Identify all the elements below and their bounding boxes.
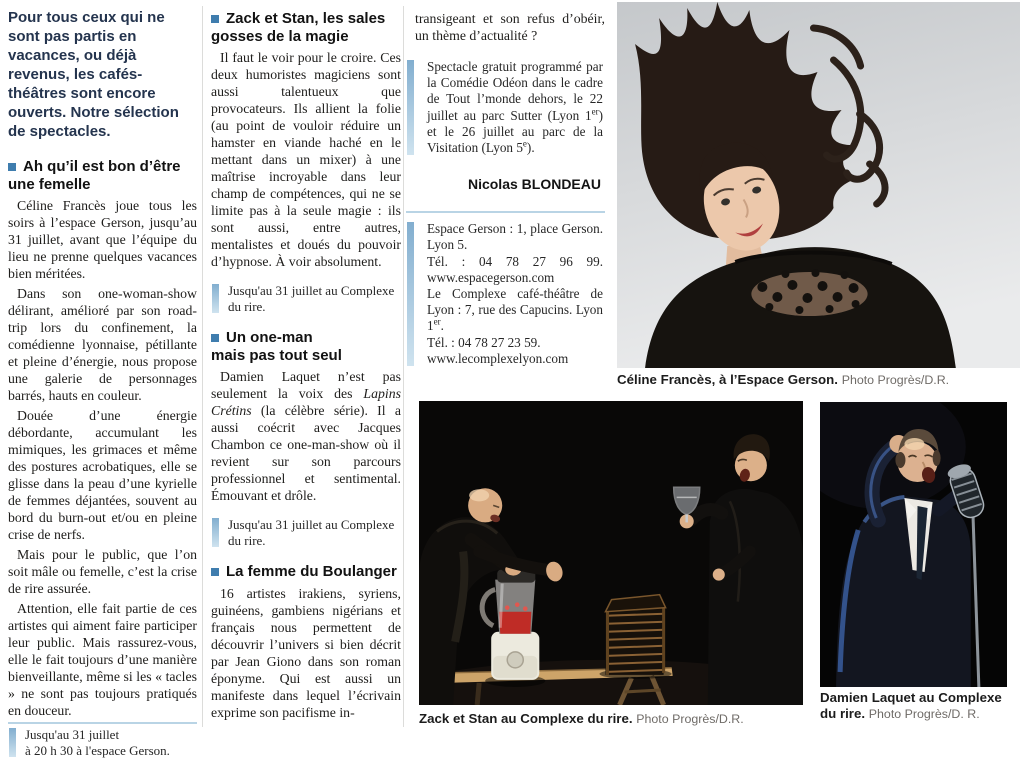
section-title-femelle bbox=[8, 158, 197, 193]
column-middle bbox=[211, 8, 401, 730]
section-bullet-icon bbox=[211, 568, 219, 576]
schedule-bar-icon bbox=[407, 222, 414, 366]
column-right bbox=[406, 6, 605, 398]
contact-line: Espace Gerson : 1, place Gerson. Lyon 5. bbox=[427, 221, 603, 253]
section-title-boulanger bbox=[211, 563, 401, 581]
photo-damien-illustration bbox=[820, 402, 1007, 687]
photo-zack-stan bbox=[419, 401, 803, 705]
section-title-line: Zack et Stan, les sales bbox=[226, 10, 386, 27]
schedule-text: à 20 h 30 à l'espace Gerson. bbox=[25, 742, 170, 758]
contact-line: www.lecomplexelyon.com bbox=[427, 350, 569, 366]
schedule-bar-icon bbox=[9, 728, 16, 757]
section-title-line: Ah qu’il est bon d’être bbox=[23, 158, 181, 175]
caption-text: Zack et Stan au Complexe du rire. bbox=[419, 711, 633, 726]
section-bullet-icon bbox=[211, 334, 219, 342]
section-title-line: une femelle bbox=[8, 175, 91, 193]
caption-damien bbox=[820, 690, 1016, 722]
article-paragraph: Damien Laquet n’est pas seulement la voix des Lapins Crétins (la célèbre série). Il a aussi coécrit avec Jacques Chambon ce one-man-show où il revient sur son parcours professionnel et sentimental. Émouvant et drôle. bbox=[211, 369, 401, 503]
photo-credit: Photo Progrès/D.R. bbox=[636, 712, 744, 726]
article-paragraph: Il faut le voir pour le croire. Ces deux humoristes magiciens sont aussi talentueux que provocateurs. Ils allient la folie (au point de vouloir réduire un hamster en viande haché en le mettant dans un mixer) à une maîtrise incroyable dans leur champ de compétences, qui ne se limite pas à la seule magie : ils sont aussi, entre autres, mentalistes et doués du pouvoir d’hypnose. À voir absolument. bbox=[211, 50, 401, 269]
byline: Nicolas BLONDEAU bbox=[467, 176, 601, 193]
article-paragraph: 16 artistes irakiens, syriens, guinéens, gambiens nigérians et français nous permettent de découvrir l’univers si bien décrit par Jean Giono dans son roman éponyme. Qui est aussi un manifeste dans lequel l’écrivain exprime son pacifisme in- bbox=[211, 585, 401, 720]
contact-line: Tél. : 04 78 27 23 59. bbox=[427, 334, 541, 350]
photo-celine-frances bbox=[617, 2, 1020, 368]
column-divider bbox=[202, 6, 203, 727]
schedule-bar-icon bbox=[212, 284, 219, 313]
section-bullet-icon bbox=[211, 15, 219, 23]
caption-zack bbox=[419, 711, 803, 727]
caption-celine bbox=[617, 372, 1020, 388]
schedule-note-zack bbox=[211, 280, 401, 317]
contact-line: Tél. : 04 78 27 96 99. www.espacegerson.com bbox=[427, 253, 603, 285]
superscript: er bbox=[433, 317, 441, 328]
photo-credit: Photo Progrès/D. R. bbox=[868, 707, 980, 721]
italic-title-text: Lapins Crétins bbox=[211, 386, 401, 418]
section-title-line: Un one-man bbox=[226, 329, 313, 346]
section-title-line: mais pas tout seul bbox=[211, 346, 342, 364]
section-title-line: La femme du Boulanger bbox=[226, 563, 397, 580]
section-bullet-icon bbox=[8, 163, 16, 171]
schedule-bar-icon bbox=[407, 60, 414, 155]
article-paragraph: Douée d’une énergie débordante, accumulant les mimiques, les grimaces et même des postures acrobatiques, elle se glisse dans la peau d’une kyrielle de femmes déjantées, souvent au bord du burn-out et/ou en pleine crise de nerfs. bbox=[8, 408, 197, 542]
schedule-text: Jusqu'au 31 juillet au Complexe du rire. bbox=[228, 517, 395, 548]
contact-info bbox=[406, 211, 605, 370]
column-left bbox=[8, 8, 197, 758]
schedule-text: Jusqu'au 31 juillet au Complexe du rire. bbox=[228, 283, 395, 314]
article-paragraph: Attention, elle fait partie de ces artistes qui aiment faire participer leur public. Mais rassurez-vous, elle le fait toujours d’une manière bienveillante, même si les « tacles » ne sont pas toujours pratiqués en douceur. bbox=[8, 601, 197, 718]
section-title-line: gosses de la magie bbox=[211, 27, 349, 45]
superscript: er bbox=[591, 106, 599, 117]
schedule-text: Jusqu'au 31 juillet bbox=[25, 727, 120, 742]
photo-celine-illustration bbox=[617, 2, 1020, 368]
article-paragraph: Dans son one-woman-show délirant, amélioré par son road-trip lors du confinement, la comédienne lyonnaise, pétillante et pleine d’énergie, nous propose une galerie de personnages barrés, hauts en couleur. bbox=[8, 286, 197, 403]
schedule-note-oneman bbox=[211, 514, 401, 551]
free-show-note: Spectacle gratuit programmé par la Comédie Odéon dans le cadre de Tout l’monde dehors, le 22 juillet au parc Sutter (Lyon 1er) et le 26 juillet au parc de la Visitation (Lyon 5e). bbox=[406, 56, 605, 159]
caption-text: Céline Francès, à l’Espace Gerson. bbox=[617, 372, 838, 387]
schedule-note-femelle bbox=[8, 722, 197, 761]
article-paragraph-continued: transigeant et son refus d’obéir, un thème d’actualité ? bbox=[415, 11, 605, 43]
intro-paragraph: Pour tous ceux qui ne sont pas partis en vacances, ou déjà revenus, les cafés-théâtres sont encore ouverts. Notre sélection de spectacles. bbox=[8, 9, 179, 140]
caption-text: Damien Laquet au Complexe du rire. bbox=[820, 690, 1002, 721]
photo-damien-laquet bbox=[820, 402, 1007, 687]
superscript: e bbox=[522, 138, 527, 149]
contact-line: Le Complexe café-théâtre de Lyon : 7, rue des Capucins. Lyon 1er. bbox=[427, 286, 603, 334]
section-title-zack bbox=[211, 10, 401, 45]
article-paragraph: Mais pour le public, que l’on soit mâle ou femelle, c’est la crise de rire assurée. bbox=[8, 547, 197, 596]
schedule-bar-icon bbox=[212, 518, 219, 547]
photo-zack-illustration bbox=[419, 401, 803, 705]
column-divider bbox=[403, 6, 404, 727]
section-title-oneman bbox=[211, 329, 401, 364]
photo-credit: Photo Progrès/D.R. bbox=[841, 373, 950, 387]
article-paragraph: Céline Francès joue tous les soirs à l’espace Gerson, jusqu’au 31 juillet, avant que l’équipe du lieu ne prenne quelques vacances bien méritées. bbox=[8, 198, 197, 281]
